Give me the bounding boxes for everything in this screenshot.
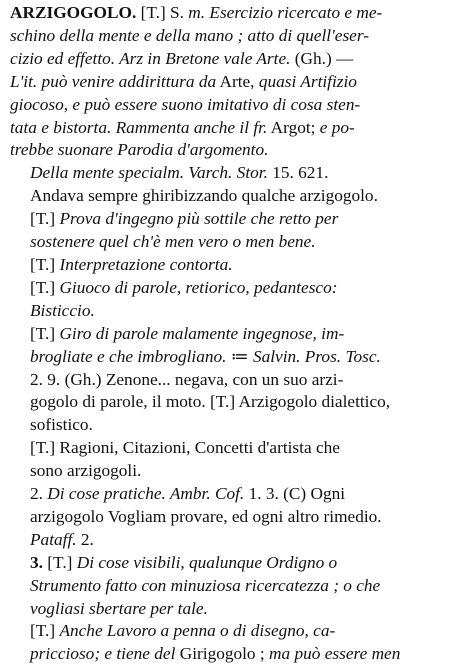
headword: ARZIGOGOLO. (10, 3, 137, 22)
text-line (10, 139, 466, 162)
text-line (10, 2, 466, 25)
dictionary-entry-arzigogolo (10, 2, 466, 666)
entry-paragraph (10, 483, 466, 552)
text-run: 2. 9. (Gh.) Zenone... negava, con un suo arzi- (30, 369, 344, 389)
text-run: brogliate e che imbrogliano. ≔ Salvin. Pros. Tosc. (30, 346, 381, 366)
text-line (10, 460, 466, 483)
text-line (10, 48, 466, 71)
text-run: 2. (30, 484, 48, 504)
text-run: Di cose visibili, qualunque Ordigno o (76, 552, 338, 572)
text-run: 15. 621. (267, 163, 329, 183)
text-run: Della mente specialm. Varch. Stor. (30, 163, 268, 183)
text-run: Prova d'ingegno più sottile che retto per (59, 209, 339, 229)
entry-paragraph (10, 162, 466, 208)
text-run: [T.] Ragioni, Citazioni, Concetti d'artista che (30, 438, 340, 458)
text-run: Interpretazione contorta. (59, 254, 233, 274)
text-run: gogolo di parole, il moto. [T.] Arzigogolo dialettico, (30, 392, 391, 412)
text-run: 1. 3. (C) Ogni (244, 484, 346, 504)
entry-paragraph (10, 254, 466, 277)
entry-paragraph (10, 437, 466, 483)
text-line (10, 506, 466, 529)
text-run: Bisticcio. (30, 300, 95, 320)
text-run: e po- (319, 117, 355, 137)
text-line (10, 369, 466, 392)
text-run: tata e bistorta. Rammenta anche il fr. (10, 117, 268, 137)
text-run: Strumento fatto con minuziosa ricercatezza ; o che (30, 575, 381, 595)
text-run: vogliasi sbertare per tale. (30, 598, 208, 618)
text-run: sofistico. (30, 415, 93, 435)
text-run: [T.] (42, 552, 77, 572)
text-run: Giro di parole malamente ingegnose, im- (59, 323, 345, 343)
entry-paragraph (10, 2, 466, 162)
text-run: 2. (76, 529, 94, 549)
text-run: [T.] S. (136, 3, 189, 22)
text-line (10, 643, 466, 666)
entry-paragraph (10, 620, 466, 666)
text-line (10, 185, 466, 208)
text-run: arzigogolo Vogliam provare, ed ogni altro rimedio. (30, 506, 382, 526)
text-line (10, 391, 466, 414)
text-run: Andava sempre ghiribizzando qualche arzigogolo. (30, 186, 378, 206)
text-line (10, 300, 466, 323)
text-line (10, 575, 466, 598)
text-run: [T.] (30, 254, 60, 274)
text-line (10, 529, 466, 552)
text-line (10, 231, 466, 254)
text-line (10, 117, 466, 140)
text-line (10, 552, 466, 575)
text-line (10, 25, 466, 48)
text-run: sono arzigogoli. (30, 461, 142, 481)
text-run: Pataff. (30, 529, 77, 549)
text-run: giocoso, e può essere suono imitativo di cosa sten- (10, 94, 361, 114)
text-line (10, 162, 466, 185)
text-run: m. Esercizio ricercato e me- (188, 3, 383, 22)
text-run: L'it. può venire addirittura da (10, 71, 217, 91)
text-run: Girigogolo ; (175, 644, 270, 664)
entry-paragraph (10, 552, 466, 621)
text-run: Giuoco di parole, retiorico, pedantesco: (59, 277, 338, 297)
text-line (10, 620, 466, 643)
text-run: 3. (30, 552, 43, 572)
text-line (10, 208, 466, 231)
entry-paragraph (10, 208, 466, 254)
text-run: Di cose pratiche. Ambr. Cof. (47, 484, 245, 504)
text-run: Argot; (267, 117, 320, 137)
text-line (10, 254, 466, 277)
text-run: [T.] (30, 621, 60, 641)
text-line (10, 437, 466, 460)
entry-paragraph (10, 277, 466, 323)
text-line (10, 414, 466, 437)
text-run: sostenere quel ch'è men vero o men bene. (30, 232, 316, 252)
text-run: Arte, (216, 71, 259, 91)
text-line (10, 277, 466, 300)
text-line (10, 323, 466, 346)
text-run: Anche Lavoro a penna o di disegno, ca- (59, 621, 336, 641)
text-run: trebbe suonare Parodia d'argomento. (10, 140, 269, 160)
text-run: cizio ed effetto. Arz in Bretone vale Arte. (10, 48, 291, 68)
entry-paragraph (10, 323, 466, 438)
text-line (10, 71, 466, 94)
text-run: [T.] (30, 209, 60, 229)
text-line (10, 483, 466, 506)
text-line (10, 94, 466, 117)
text-run: [T.] (30, 323, 60, 343)
text-run: (Gh.) — (290, 48, 354, 68)
text-line (10, 598, 466, 621)
text-line (10, 346, 466, 369)
text-run: schino della mente e della mano ; atto di quell'eser- (10, 25, 369, 45)
text-run: quasi Artifizio (258, 71, 357, 91)
text-run: [T.] (30, 277, 60, 297)
text-run: priccioso; e tiene del (30, 644, 176, 664)
text-run: ma può essere men (269, 644, 401, 664)
